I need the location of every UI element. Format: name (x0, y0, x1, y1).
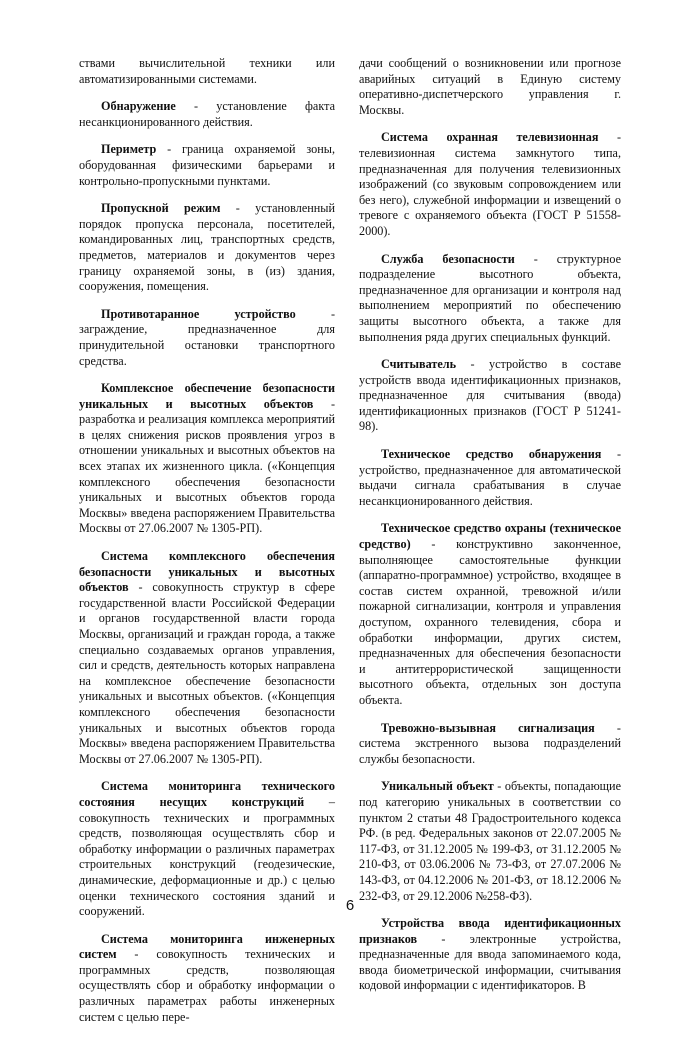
glossary-entry (79, 142, 335, 189)
glossary-entry (79, 201, 335, 295)
glossary-entry (359, 521, 621, 708)
glossary-entry (359, 916, 621, 994)
entry-definition: дачи сообщений о возникновении или прогнозе аварийных ситуаций в Единую систему оперативно-диспетчерского управления г. Москвы. (359, 56, 621, 117)
glossary-entry (359, 721, 621, 768)
entry-term: Считыватель (381, 357, 457, 372)
entry-definition: – совокупность технических и программных средств, позволяющая осуществлять сбор и обработку информации о различных параметрах строительных конструкций (геодезические, динамические, деформационные и др.) с целью оценки технического состояния зданий и сооружений. (79, 794, 336, 919)
entry-definition: - устройство, предназначенное для автоматической выдачи сигнала срабатывания в случае несанкционированного действия. (359, 447, 621, 508)
entry-definition: - конструктивно законченное, выполняющее самостоятельные функции (аппаратно-программное) устройство, входящее в состав систем охранной, тревожной и/или пожарной сигнализации, контроля и управления доступом, охранного телевидения, сбора и обработки информации, других систем, предназначенных для обеспечения безопасности и антитеррористической защищенности высотного объекта, отдельных зон доступа объекта. (359, 537, 621, 707)
entry-definition: - установленный порядок пропуска персонала, посетителей, командированных лиц, транспортных средств, предметов, материалов и документов через границу охраняемой зоны, в (из) здания, сооружения, помещения. (79, 201, 335, 294)
left-column (79, 56, 335, 1037)
entry-term: Тревожно-вызывная сигнализация (381, 720, 595, 735)
entry-term: Система мониторинга технического состояния несущих конструкций (79, 779, 335, 809)
entry-term: Служба безопасности (381, 251, 515, 266)
entry-definition: - совокупность структур в сфере государственной власти Российской Федерации и органов государственной власти города Москвы, организаций и граждан города, а также специально создаваемых органов управления, сил и средств, деятельность которых направлена на комплексное обеспечение безопасности уникальных и высотных объектов. («Концепция комплексного обеспечения безопасности уникальных и высотных объектов города Москвы» введена распоряжением Правительства Москвы от 27.06.2007 № 1305-РП). (79, 580, 335, 766)
entry-definition: - разработка и реализация комплекса мероприятий в целях снижения рисков проявления угроз в отношении уникальных и высотных объектов на всех этапах их жизненного цикла. («Концепция комплексного обеспечения безопасности уникальных и высотных объектов города Москвы» введена распоряжением Правительства Москвы от 27.06.2007 № 1305-РП). (79, 396, 335, 536)
entry-term: Комплексное обеспечение безопасности уникальных и высотных объектов (79, 381, 335, 411)
entry-term: Устройства ввода идентификационных признаков (359, 916, 621, 946)
entry-term: Техническое средство охраны (техническое средство) (359, 521, 621, 552)
glossary-entry (79, 56, 335, 87)
glossary-entry (359, 447, 621, 509)
entry-definition: - заграждение, предназначенное для принудительной остановки транспортного средства. (79, 306, 335, 368)
entry-term: Пропускной режим (101, 201, 221, 216)
entry-definition: - совокупность технических и программных средств, позволяющая осуществлять сбор и обработку информации о различных параметрах работы инженерных систем с целью пере- (79, 947, 335, 1024)
glossary-entry (359, 56, 621, 118)
entry-definition: - установление факта несанкционированного действия. (79, 99, 335, 129)
glossary-entry (79, 99, 335, 130)
right-column (359, 56, 621, 1006)
glossary-entry (359, 779, 621, 904)
glossary-entry (79, 381, 335, 537)
glossary-entry (79, 549, 335, 767)
entry-definition: ствами вычислительной техники или автоматизированными системами. (79, 56, 335, 86)
glossary-entry (359, 130, 621, 239)
page-number: 6 (345, 897, 355, 914)
glossary-entry (79, 307, 335, 369)
entry-term: Система мониторинга инженерных систем (79, 931, 335, 962)
entry-term: Система комплексного обеспечения безопасности уникальных и высотных объектов (79, 549, 335, 595)
entry-term: Обнаружение (101, 99, 176, 114)
entry-definition: - структурное подразделение высотного объекта, предназначенное для организации и контроля над выполнением мероприятий по обеспечению защиты высотного объекта, а также для выполнения ряда других специальных функций. (359, 251, 621, 344)
glossary-entry (359, 357, 621, 435)
glossary-entry (79, 932, 335, 1026)
entry-term: Система охранная телевизионная (381, 130, 599, 145)
entry-definition: - телевизионная система замкнутого типа, предназначенная для получения телевизионных изображений (со звуковым сопровождением или без него), служебной информации и извещений о тревоге с охраняемого объекта (ГОСТ Р 51558-2000). (359, 130, 622, 238)
entry-term: Противотаранное устройство (101, 306, 296, 321)
entry-definition: - система экстренного вызова подразделений службы безопасности. (359, 720, 621, 766)
entry-definition: - электронные устройства, предназначенные для ввода запоминаемого кода, ввода биометрической информации, считывания кодовой информации с идентификаторов. В (359, 931, 621, 993)
entry-definition: - объекты, попадающие под категорию уникальных в соответствии со пунктом 2 статьи 48 Градостроительного кодекса РФ. (в ред. Федеральных законов от 22.07.2005 № 117-ФЗ, от 31.12.2005 № 199-ФЗ, от 31.12.2005 № 210-ФЗ, от 03.06.2006 № 73-ФЗ, от 27.07.2006 № 143-ФЗ, от 04.12.2006 № 201-ФЗ, от 18.12.2006 № 232-ФЗ, от 29.12.2006 №258-ФЗ). (359, 779, 621, 903)
entry-term: Техническое средство обнаружения (381, 447, 602, 462)
glossary-entry (359, 252, 621, 346)
entry-definition: - граница охраняемой зоны, оборудованная физическими барьерами и контрольно-пропускными пунктами. (79, 142, 335, 188)
entry-definition: - устройство в составе устройств ввода идентификационных признаков, предназначенное для считывания (ввода) идентификационных признаков (ГОСТ Р 51241-98). (359, 357, 621, 434)
entry-term: Уникальный объект (381, 779, 494, 794)
entry-term: Периметр (101, 142, 157, 157)
